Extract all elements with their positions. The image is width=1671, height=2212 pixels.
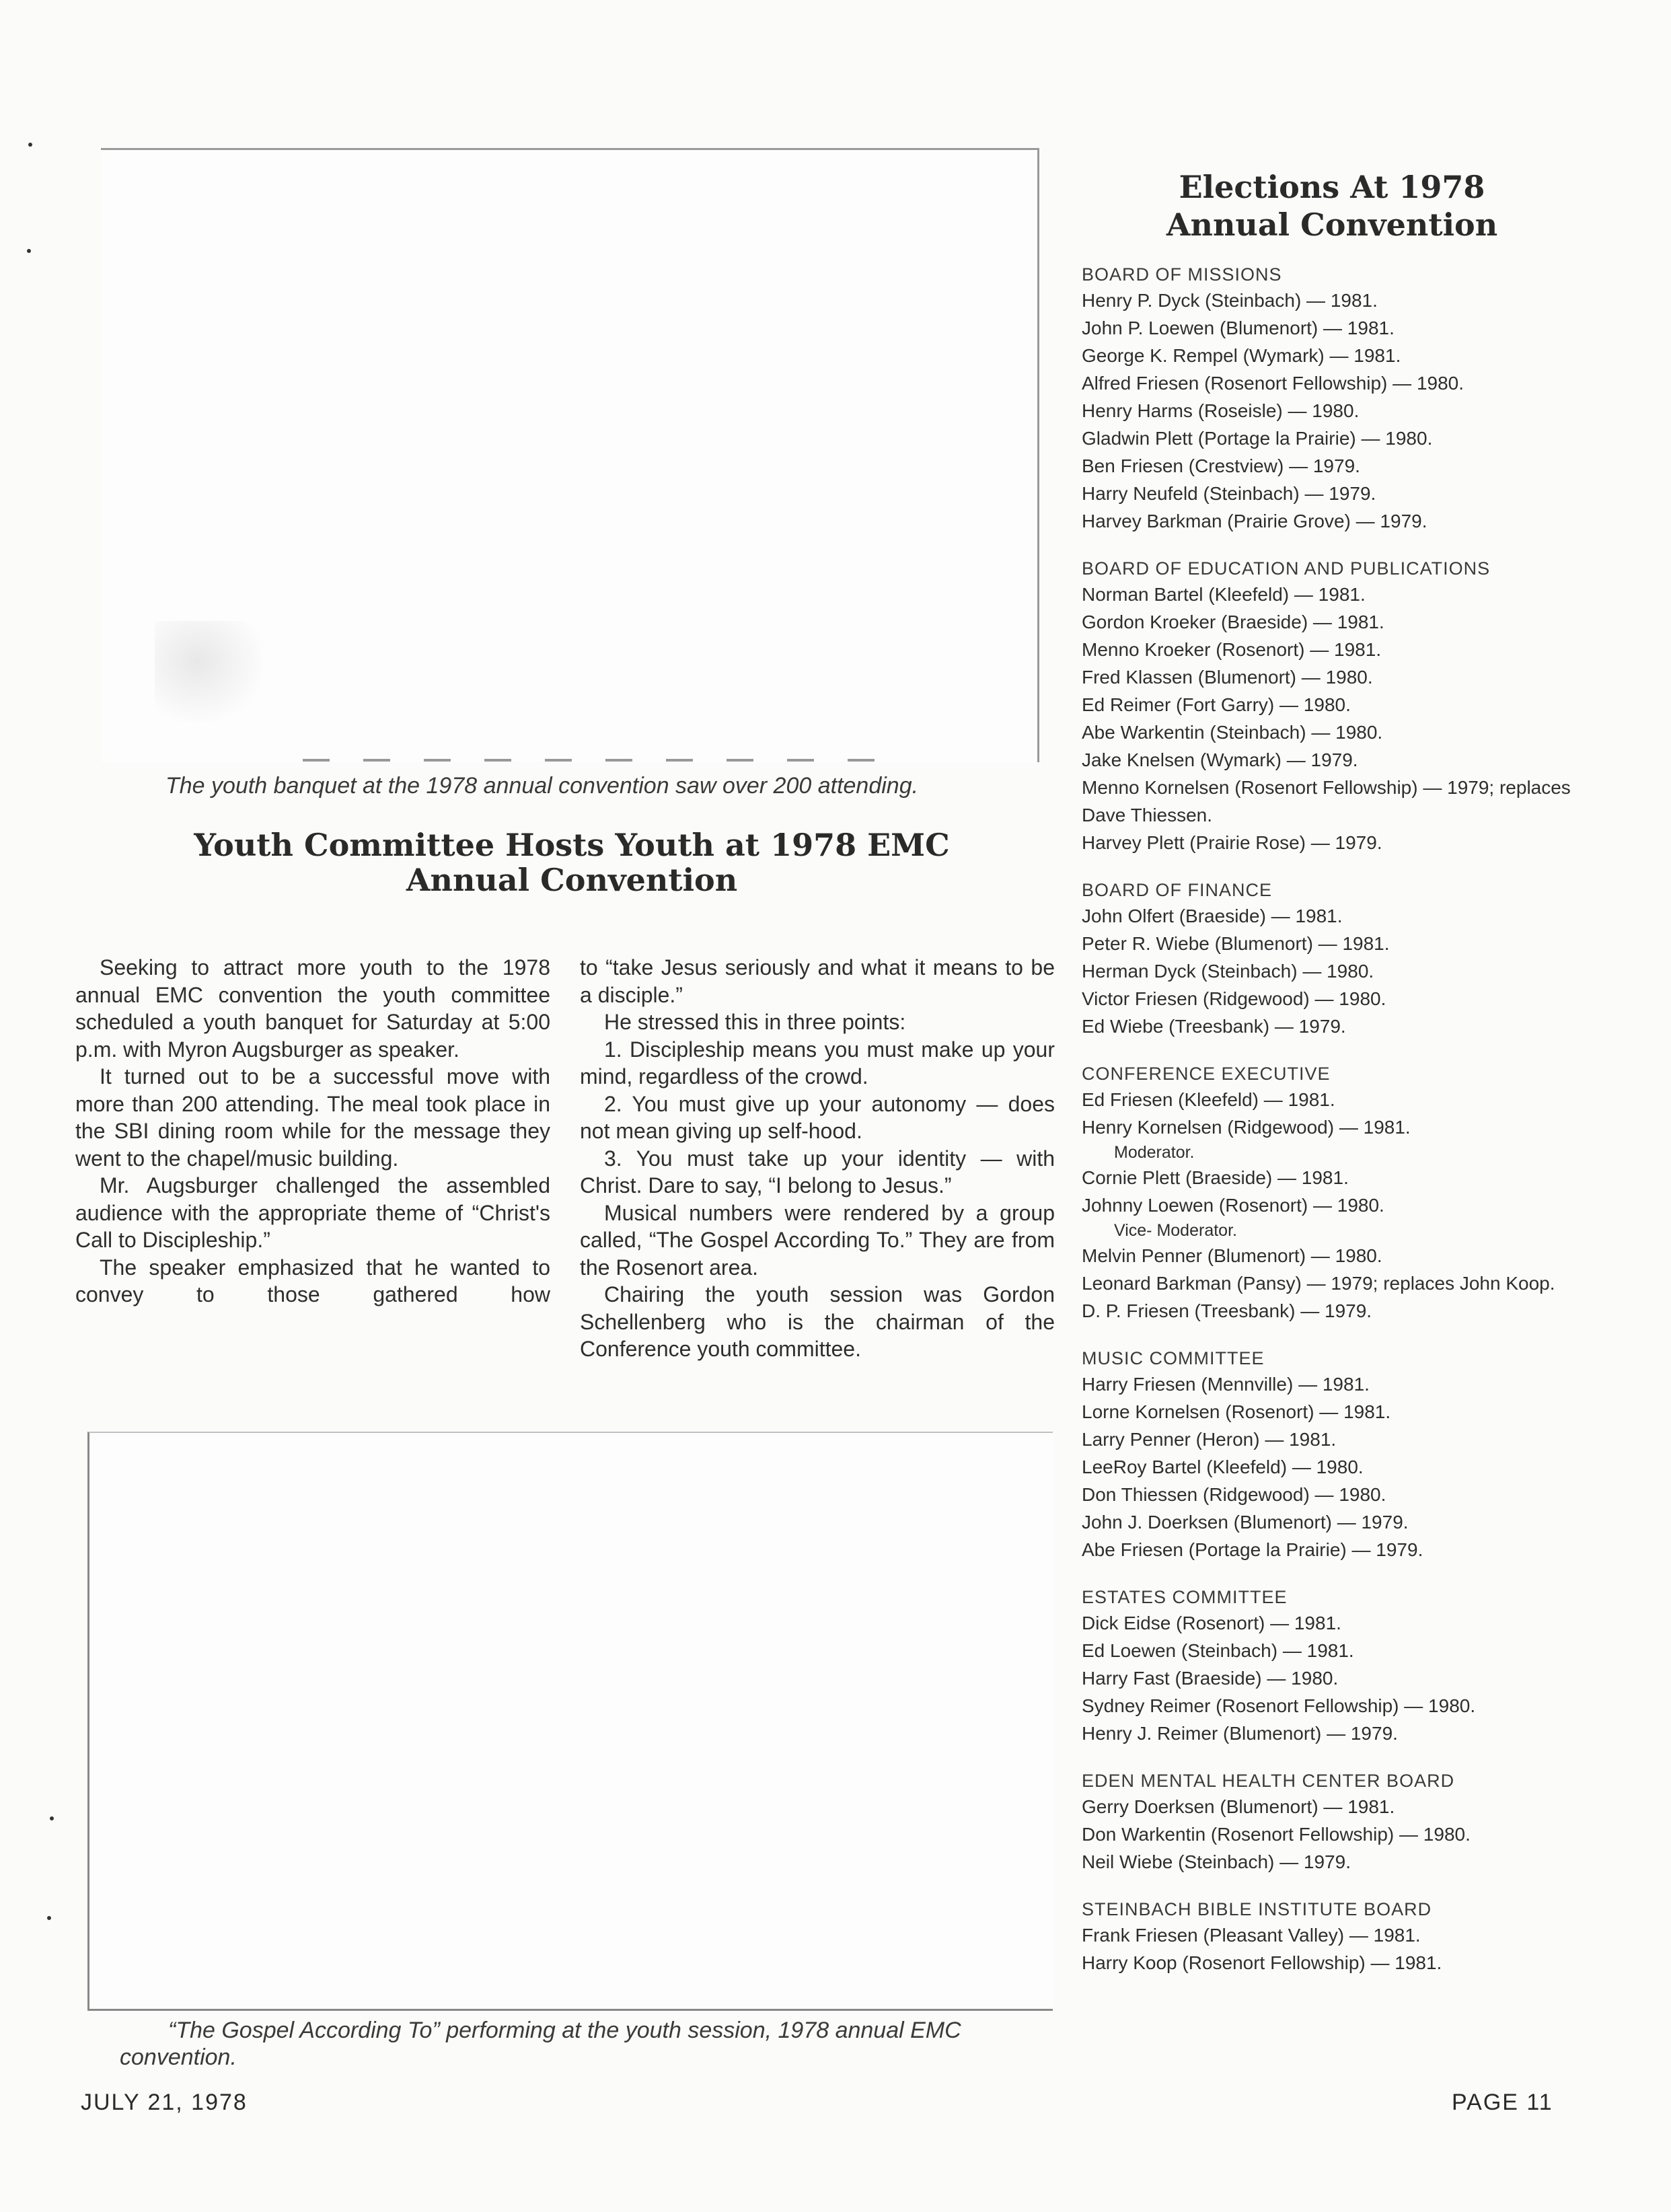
member-text: Neil Wiebe (Steinbach) — 1979. xyxy=(1082,1851,1351,1872)
elected-member xyxy=(1082,774,1580,829)
elected-member xyxy=(1082,1921,1580,1949)
member-text: Dick Eidse (Rosenort) — 1981. xyxy=(1082,1613,1341,1633)
member-text: Sydney Reimer (Rosenort Fellowship) — 1980. xyxy=(1082,1695,1476,1716)
elected-member xyxy=(1082,1370,1580,1398)
elected-member xyxy=(1082,608,1580,636)
board-title: MUSIC COMMITTEE xyxy=(1082,1348,1265,1368)
member-text: Ed Loewen (Steinbach) — 1981. xyxy=(1082,1640,1354,1661)
elected-member xyxy=(1082,397,1580,425)
elected-member xyxy=(1082,507,1580,535)
member-text: Cornie Plett (Braeside) — 1981. xyxy=(1082,1167,1349,1188)
elected-member xyxy=(1082,1453,1580,1481)
member-text: Johnny Loewen (Rosenort) — 1980. xyxy=(1082,1195,1384,1216)
member-text: Harry Friesen (Mennville) — 1981. xyxy=(1082,1374,1370,1395)
board-section xyxy=(1082,1062,1580,1325)
member-text: Henry Harms (Roseisle) — 1980. xyxy=(1082,400,1360,421)
gospel-group-photo xyxy=(87,1432,1053,2011)
board-section xyxy=(1082,1897,1580,1977)
photo-edge xyxy=(303,759,908,762)
member-role-note: Moderator. xyxy=(1114,1143,1195,1162)
member-text: Harry Fast (Braeside) — 1980. xyxy=(1082,1668,1339,1689)
board-section xyxy=(1082,1585,1580,1747)
member-text: LeeRoy Bartel (Kleefeld) — 1980. xyxy=(1082,1457,1364,1477)
elected-member xyxy=(1082,369,1580,397)
member-text: Ed Wiebe (Treesbank) — 1979. xyxy=(1082,1016,1346,1037)
board-title: BOARD OF MISSIONS xyxy=(1082,264,1282,285)
article-headline xyxy=(114,827,1029,897)
page-number: PAGE 11 xyxy=(1452,2090,1553,2115)
member-text: Abe Friesen (Portage la Prairie) — 1979. xyxy=(1082,1539,1423,1560)
elected-member xyxy=(1082,581,1580,608)
member-text: Larry Penner (Heron) — 1981. xyxy=(1082,1429,1337,1450)
member-text: Abe Warkentin (Steinbach) — 1980. xyxy=(1082,722,1383,743)
member-text: Gordon Kroeker (Braeside) — 1981. xyxy=(1082,612,1384,632)
board-title: ESTATES COMMITTEE xyxy=(1082,1587,1288,1607)
elected-member xyxy=(1082,1191,1580,1242)
member-text: Leonard Barkman (Pansy) — 1979; replaces John Koop. xyxy=(1082,1273,1555,1294)
board-title: CONFERENCE EXECUTIVE xyxy=(1082,1064,1331,1084)
member-text: Menno Kroeker (Rosenort) — 1981. xyxy=(1082,639,1382,660)
elected-member xyxy=(1082,1793,1580,1820)
elected-member xyxy=(1082,1664,1580,1692)
member-text: Gerry Doerksen (Blumenort) — 1981. xyxy=(1082,1796,1395,1817)
youth-banquet-photo xyxy=(101,148,1039,762)
elections-title-line-2: Annual Convention xyxy=(1166,207,1498,243)
elected-member xyxy=(1082,1086,1580,1113)
scan-speck xyxy=(47,1916,51,1920)
elected-member xyxy=(1082,1820,1580,1848)
member-text: Harry Koop (Rosenort Fellowship) — 1981. xyxy=(1082,1952,1442,1973)
member-text: Henry Kornelsen (Ridgewood) — 1981. xyxy=(1082,1117,1411,1138)
scan-speck xyxy=(50,1816,54,1820)
article-column-2 xyxy=(580,954,1055,1363)
elections-list xyxy=(1082,262,1580,1998)
member-text: Fred Klassen (Blumenort) — 1980. xyxy=(1082,667,1373,688)
elected-member xyxy=(1082,1508,1580,1536)
paragraph: 3. You must take up your identity — with Christ. Dare to say, “I belong to Jesus.” xyxy=(580,1146,1055,1197)
member-text: Ed Reimer (Fort Garry) — 1980. xyxy=(1082,694,1351,715)
elected-member xyxy=(1082,718,1580,746)
member-text: John P. Loewen (Blumenort) — 1981. xyxy=(1082,318,1395,338)
member-role-note: Vice- Moderator. xyxy=(1114,1221,1237,1240)
paragraph: It turned out to be a successful move with more than 200 attending. The meal took place in the SBI dining room while for the message they went to the chapel/music building. xyxy=(75,1064,550,1171)
paragraph: 2. You must give up your autonomy — does not mean giving up self-hood. xyxy=(580,1091,1055,1143)
board-section xyxy=(1082,1346,1580,1563)
member-text: Henry J. Reimer (Blumenort) — 1979. xyxy=(1082,1723,1398,1744)
elected-member xyxy=(1082,1012,1580,1040)
member-text: Lorne Kornelsen (Rosenort) — 1981. xyxy=(1082,1401,1391,1422)
member-text: Menno Kornelsen (Rosenort Fellowship) — 1979; replaces Dave Thiessen. xyxy=(1082,777,1571,825)
member-text: Norman Bartel (Kleefeld) — 1981. xyxy=(1082,584,1366,605)
paragraph: The speaker emphasized that he wanted to convey to those gathered how xyxy=(75,1255,550,1306)
elected-member xyxy=(1082,1692,1580,1720)
member-text: Jake Knelsen (Wymark) — 1979. xyxy=(1082,749,1358,770)
elected-member xyxy=(1082,1164,1580,1191)
elections-title xyxy=(1090,168,1574,244)
paragraph-continued: to “take Jesus seriously and what it means to be a disciple.” xyxy=(580,955,1055,1007)
member-text: Ben Friesen (Crestview) — 1979. xyxy=(1082,455,1360,476)
elected-member xyxy=(1082,287,1580,314)
member-text: John Olfert (Braeside) — 1981. xyxy=(1082,906,1343,926)
member-text: Peter R. Wiebe (Blumenort) — 1981. xyxy=(1082,933,1390,954)
elected-member xyxy=(1082,902,1580,930)
member-text: Melvin Penner (Blumenort) — 1980. xyxy=(1082,1245,1382,1266)
headline-line-2: Annual Convention xyxy=(406,862,738,898)
paragraph: Seeking to attract more youth to the 1978 annual EMC convention the youth committee scheduled a youth banquet for Saturday at 5:00 p.m. with Myron Augsburger as speaker. xyxy=(75,955,550,1062)
photo-faded-detail xyxy=(155,621,262,722)
member-text: Gladwin Plett (Portage la Prairie) — 1980. xyxy=(1082,428,1433,449)
elected-member xyxy=(1082,1637,1580,1664)
board-title: STEINBACH BIBLE INSTITUTE BOARD xyxy=(1082,1899,1432,1919)
paragraph: 1. Discipleship means you must make up your mind, regardless of the crowd. xyxy=(580,1037,1055,1089)
elected-member xyxy=(1082,1949,1580,1977)
member-text: Harvey Barkman (Prairie Grove) — 1979. xyxy=(1082,511,1427,531)
elected-member xyxy=(1082,1242,1580,1269)
board-title: EDEN MENTAL HEALTH CENTER BOARD xyxy=(1082,1771,1455,1791)
article-column-1 xyxy=(75,954,550,1308)
member-text: Harry Neufeld (Steinbach) — 1979. xyxy=(1082,483,1376,504)
elected-member xyxy=(1082,663,1580,691)
gospel-group-caption: “The Gospel According To” performing at the youth session, 1978 annual EMC convention. xyxy=(120,2018,961,2070)
paragraph: He stressed this in three points: xyxy=(604,1010,906,1034)
elected-member xyxy=(1082,1609,1580,1637)
elected-member xyxy=(1082,985,1580,1012)
scan-speck xyxy=(28,143,32,147)
board-section xyxy=(1082,878,1580,1040)
member-text: Victor Friesen (Ridgewood) — 1980. xyxy=(1082,988,1386,1009)
elected-member xyxy=(1082,691,1580,718)
elected-member xyxy=(1082,1848,1580,1876)
elected-member xyxy=(1082,746,1580,774)
member-text: George K. Rempel (Wymark) — 1981. xyxy=(1082,345,1401,366)
elected-member xyxy=(1082,636,1580,663)
member-text: Alfred Friesen (Rosenort Fellowship) — 1980. xyxy=(1082,373,1464,394)
elected-member xyxy=(1082,1720,1580,1747)
member-text: Herman Dyck (Steinbach) — 1980. xyxy=(1082,961,1374,982)
elected-member xyxy=(1082,1113,1580,1164)
elected-member xyxy=(1082,1398,1580,1426)
elected-member xyxy=(1082,1269,1580,1297)
paragraph: Musical numbers were rendered by a group called, “The Gospel According To.” They are from the Rosenort area. xyxy=(580,1200,1055,1280)
member-text: D. P. Friesen (Treesbank) — 1979. xyxy=(1082,1300,1372,1321)
elections-title-line-1: Elections At 1978 xyxy=(1179,169,1485,205)
scan-speck xyxy=(27,249,31,253)
paragraph: Mr. Augsburger challenged the assembled audience with the appropriate theme of “Christ's Call to Discipleship.” xyxy=(75,1173,550,1252)
member-text: John J. Doerksen (Blumenort) — 1979. xyxy=(1082,1512,1409,1533)
elected-member xyxy=(1082,1536,1580,1563)
elected-member xyxy=(1082,1297,1580,1325)
board-title: BOARD OF FINANCE xyxy=(1082,880,1273,900)
elected-member xyxy=(1082,930,1580,957)
board-section xyxy=(1082,262,1580,535)
board-title: BOARD OF EDUCATION AND PUBLICATIONS xyxy=(1082,558,1491,579)
youth-banquet-caption: The youth banquet at the 1978 annual convention saw over 200 attending. xyxy=(165,773,919,799)
member-text: Henry P. Dyck (Steinbach) — 1981. xyxy=(1082,290,1378,311)
elected-member xyxy=(1082,480,1580,507)
elected-member xyxy=(1082,425,1580,452)
board-section xyxy=(1082,556,1580,856)
member-text: Ed Friesen (Kleefeld) — 1981. xyxy=(1082,1089,1335,1110)
elected-member xyxy=(1082,342,1580,369)
member-text: Harvey Plett (Prairie Rose) — 1979. xyxy=(1082,832,1382,853)
elected-member xyxy=(1082,957,1580,985)
board-section xyxy=(1082,1769,1580,1876)
issue-date: JULY 21, 1978 xyxy=(81,2090,248,2115)
member-text: Don Thiessen (Ridgewood) — 1980. xyxy=(1082,1484,1386,1505)
member-text: Don Warkentin (Rosenort Fellowship) — 1980. xyxy=(1082,1824,1471,1845)
elected-member xyxy=(1082,1426,1580,1453)
elected-member xyxy=(1082,452,1580,480)
headline-line-1: Youth Committee Hosts Youth at 1978 EMC xyxy=(194,827,950,863)
elected-member xyxy=(1082,314,1580,342)
paragraph: Chairing the youth session was Gordon Schellenberg who is the chairman of the Conference youth committee. xyxy=(580,1282,1055,1361)
member-text: Frank Friesen (Pleasant Valley) — 1981. xyxy=(1082,1925,1421,1946)
elected-member xyxy=(1082,1481,1580,1508)
elected-member xyxy=(1082,829,1580,856)
